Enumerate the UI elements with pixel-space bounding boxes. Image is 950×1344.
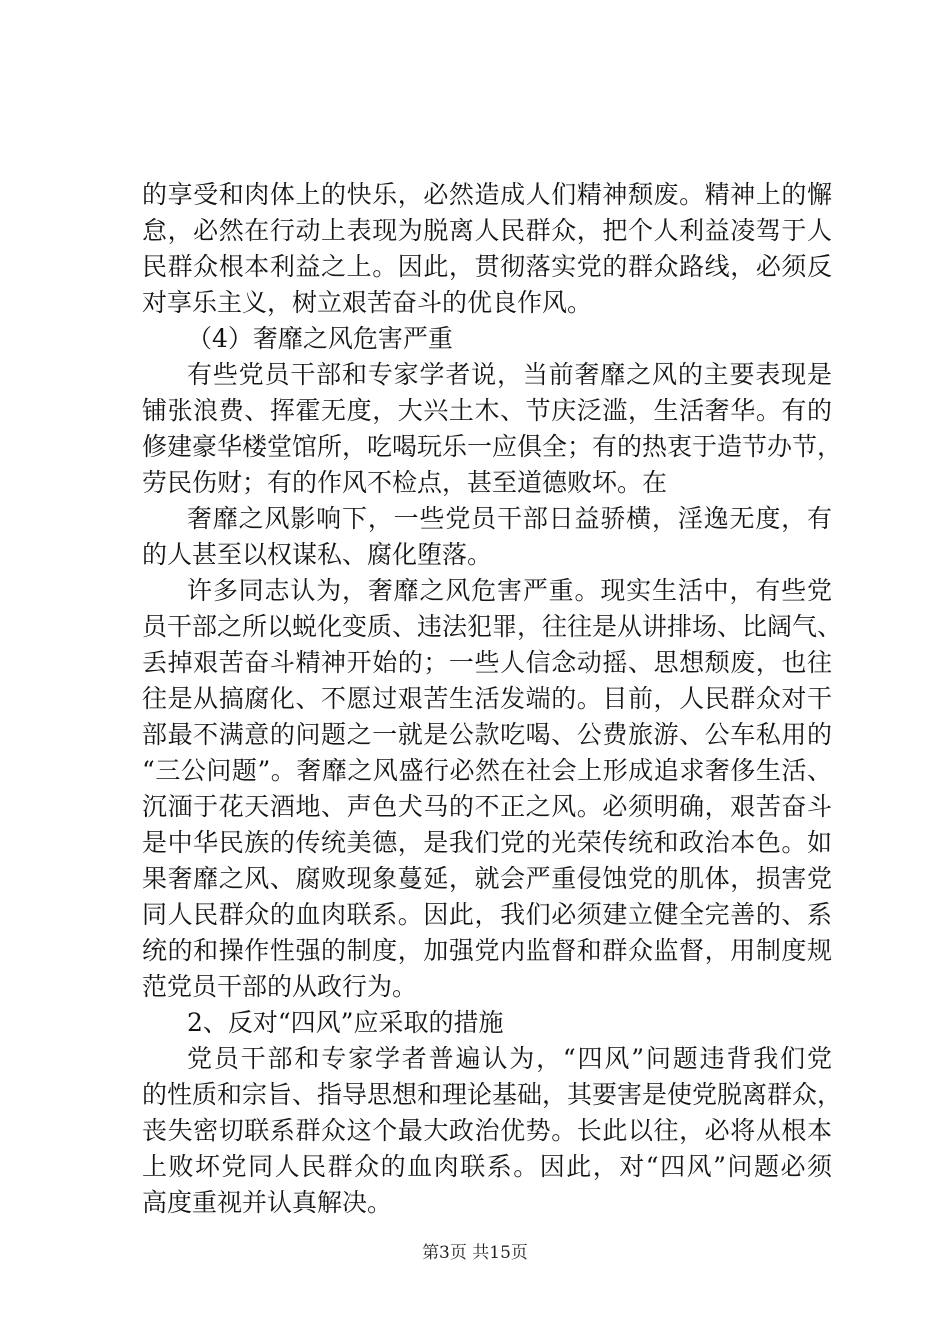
section-heading: 2、反对“四风”应采取的措施 — [187, 1008, 504, 1037]
text-line: “三公问题”。奢靡之风盛行必然在社会上形成追求奢侈生活、 — [142, 756, 832, 785]
text-line: 往是从搞腐化、不愿过艰苦生活发端的。目前，人民群众对干 — [142, 684, 832, 713]
text-line: 范党员干部的从政行为。 — [142, 972, 418, 1001]
text-line: 的人甚至以权谋私、腐化堕落。 — [142, 540, 493, 569]
text-line: 有些党员干部和专家学者说，当前奢靡之风的主要表现是 — [187, 360, 832, 389]
text-line: 对享乐主义，树立艰苦奋斗的优良作风。 — [142, 288, 593, 317]
text-line: 铺张浪费、挥霍无度，大兴土木、节庆泛滥，生活奢华。有的 — [142, 396, 832, 425]
text-line: 许多同志认为，奢靡之风危害严重。现实生活中，有些党 — [187, 576, 832, 605]
text-line: 丢掉艰苦奋斗精神开始的；一些人信念动摇、思想颓废，也往 — [142, 648, 832, 677]
text-line: 丧失密切联系群众这个最大政治优势。长此以往，必将从根本 — [142, 1116, 832, 1145]
text-line: 的性质和宗旨、指导思想和理论基础，其要害是使党脱离群众， — [142, 1080, 843, 1109]
text-line: 高度重视并认真解决。 — [142, 1188, 393, 1217]
section-heading: （4）奢靡之风危害严重 — [187, 324, 453, 353]
text-line: 果奢靡之风、腐败现象蔓延，就会严重侵蚀党的肌体，损害党 — [142, 864, 832, 893]
text-line: 民群众根本利益之上。因此，贯彻落实党的群众路线，必须反 — [142, 252, 832, 281]
text-line: 部最不满意的问题之一就是公款吃喝、公费旅游、公车私用的 — [142, 720, 832, 749]
text-line: 同人民群众的血肉联系。因此，我们必须建立健全完善的、系 — [142, 900, 832, 929]
text-line: 员干部之所以蜕化变质、违法犯罪，往往是从讲排场、比阔气、 — [142, 612, 843, 641]
text-line: 怠，必然在行动上表现为脱离人民群众，把个人利益凌驾于人 — [142, 216, 832, 245]
text-line: 是中华民族的传统美德，是我们党的光荣传统和政治本色。如 — [142, 828, 832, 857]
page-number-footer: 第3页 共15页 — [422, 1243, 528, 1263]
text-line: 上败坏党同人民群众的血肉联系。因此，对“四风”问题必须 — [142, 1152, 832, 1181]
text-line: 沉湎于花天酒地、声色犬马的不正之风。必须明确，艰苦奋斗 — [142, 792, 832, 821]
text-line: 的享受和肉体上的快乐，必然造成人们精神颓废。精神上的懈 — [142, 180, 832, 209]
text-line: 党员干部和专家学者普遍认为，“四风”问题违背我们党 — [187, 1044, 832, 1073]
text-line: 奢靡之风影响下，一些党员干部日益骄横，淫逸无度，有 — [187, 504, 832, 533]
text-line: 劳民伤财；有的作风不检点，甚至道德败坏。在 — [142, 468, 668, 497]
text-line: 统的和操作性强的制度，加强党内监督和群众监督，用制度规 — [142, 936, 832, 965]
text-line: 修建豪华楼堂馆所，吃喝玩乐一应俱全；有的热衷于造节办节， — [142, 432, 843, 461]
